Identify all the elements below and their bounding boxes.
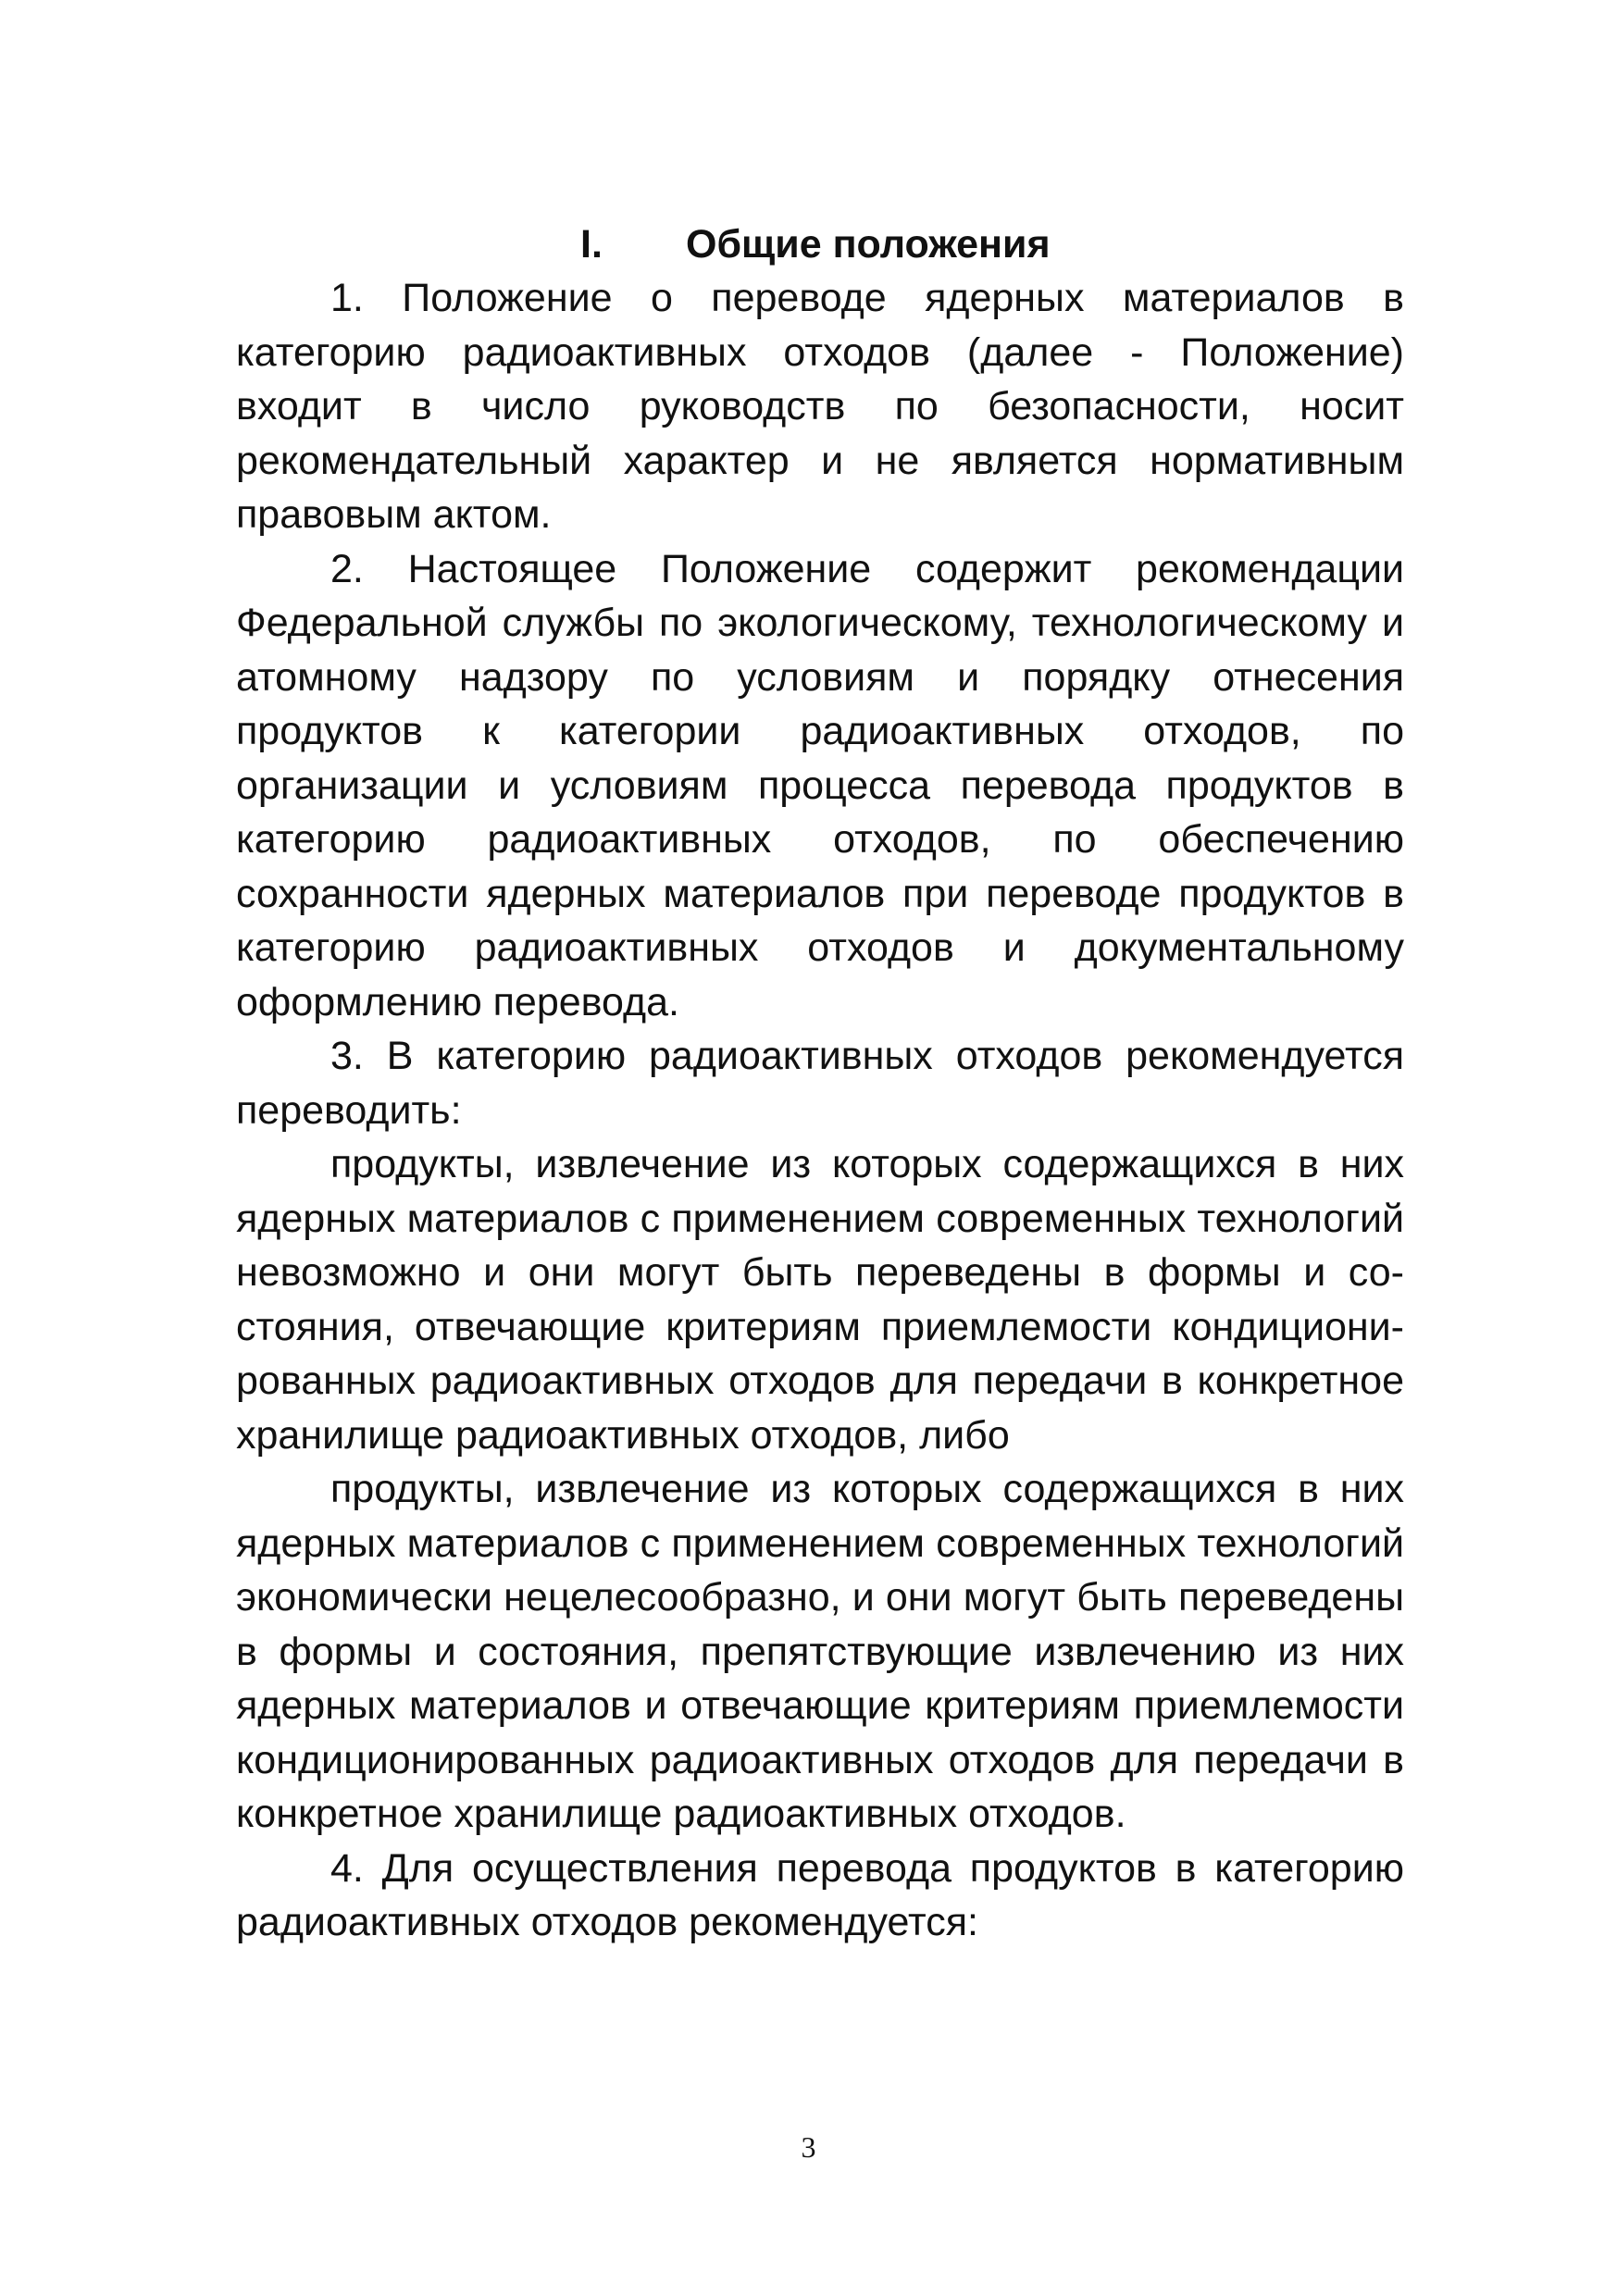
page-number: 3	[801, 2130, 816, 2164]
section-title: Общие положения	[686, 222, 1051, 267]
paragraph-2: 2. Настоящее Положение содержит рекомендации Федеральной службы по экологическому, технологическому и атомному надзору по условиям и порядку отнесения продуктов к категории радиоактивных отходов, по организации и условиям процесса перевода продуктов в категорию радиоактивных отходов, по обеспечению сохранности ядерных материалов при переводе продуктов в категорию радиоактивных отходов и документальному оформлению перевода.	[236, 546, 1404, 1024]
paragraph-1: 1. Положение о переводе ядерных материалов в категорию радиоактивных отходов (далее - Положение) входит в число руководств по безопасности, носит рекомендательный характер и не является нормативным правовым актом.	[236, 276, 1404, 537]
paragraph-3-item-2: продукты, извлечение из которых содержащихся в них ядерных материалов с применением современных технологий экономически нецелесообразно, и они могут быть переведены в формы и состояния, препятствующие извлечению из них ядерных материалов и отвечающие критериям приемлемости кондиционированных радиоактивных отходов для передачи в конкретное хранилище радиоактивных отходов.	[236, 1467, 1404, 1836]
paragraph-4: 4. Для осуществления перевода продуктов в категорию радиоактивных отходов рекомендуется:	[236, 1845, 1404, 1944]
page-content	[236, 217, 1404, 1950]
paragraph-3-item-1: продукты, извлечение из которых содержащихся в них ядерных материалов с применением современных технологий невозможно и они могут быть переведены в формы и состояния, отвечающие критериям приемлемости кондиционированных радиоактивных отходов для передачи в конкретное хранилище радиоактивных отходов, либо	[236, 1142, 1404, 1458]
section-number: I.	[580, 222, 603, 267]
section-heading	[236, 217, 1404, 271]
paragraph-3: 3. В категорию радиоактивных отходов рекомендуется переводить:	[236, 1034, 1404, 1133]
